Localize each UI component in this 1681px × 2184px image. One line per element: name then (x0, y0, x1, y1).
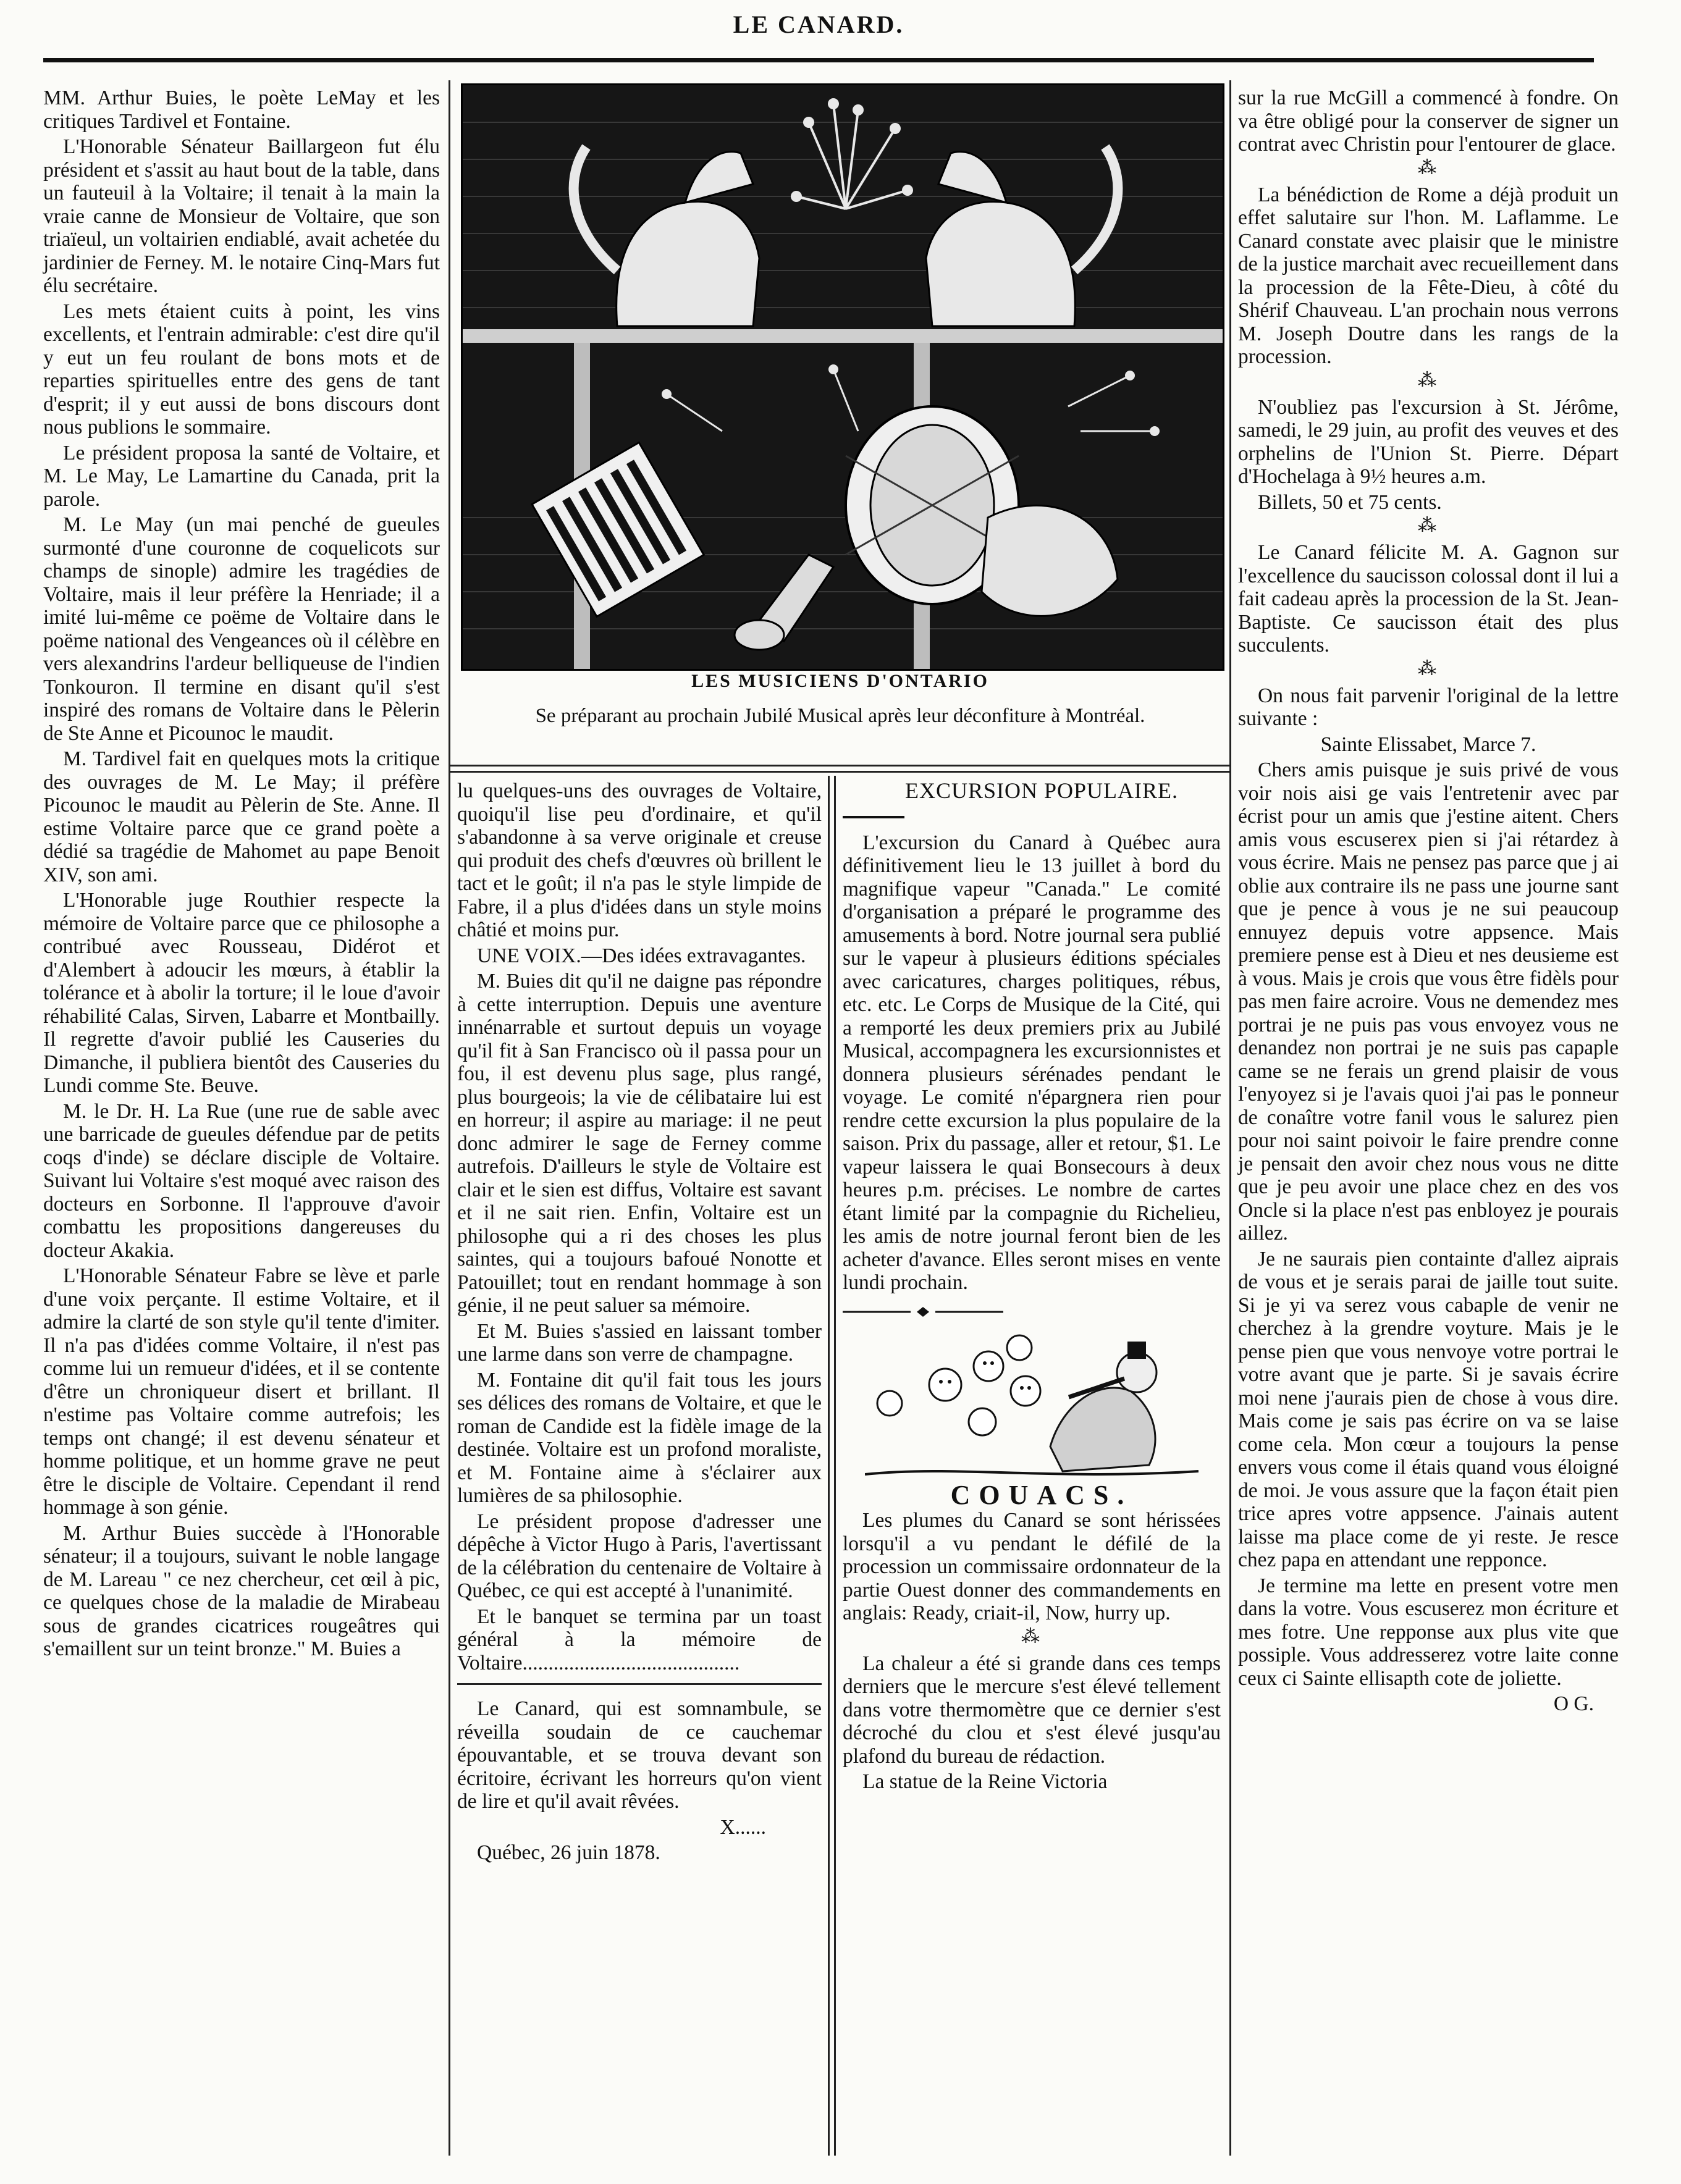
letter-dateline: Sainte Elissabet, Marce 7. (1320, 733, 1536, 756)
paragraph: Les mets étaient cuits à point, les vins excellents, et l'entrain admirable: c'est dire qu'il y eut un feu roulant de bons mots et de reparties spirituelles entre des gens de tant d'esprit; il y eut aussi de bons discours dont nous publions le sommaire. (43, 300, 440, 439)
paragraph: L'Honorable Sénateur Fabre se lève et parle d'une voix perçante. Il estime Voltaire, et il admire la clarté de son style qu'il tente d'imiter. Il n'a pas d'idées comme Voltaire, il n'est pas comme lui un remueur d'idées, et il se contente d'être un chroniqueur disert et brillant. Il n'estime pas Voltaire comme autrefois; les temps ont changé; il est devenu sénateur et homme politique, et un homme grave ne peut être le disciple de Voltaire. Cependant il rend hommage à son génie. (43, 1264, 440, 1519)
column-4 (1238, 86, 1619, 1718)
column-rule-2 (828, 776, 830, 2156)
paragraph: Le Canard, qui est somnambule, se réveilla soudain de ce cauchemar épouvantable, et se trouva devant son écritoire, écrivant les horreurs qu'on vient de lire et qu'il avait rêvées. (457, 1697, 822, 1813)
asterism: ⁂ (1418, 369, 1439, 390)
couacs-vignette (865, 1329, 1199, 1484)
column-3 (843, 779, 1221, 1796)
illustration-caption-title: LES MUSICIENS D'ONTARIO (691, 671, 989, 691)
asterism: ⁂ (1418, 515, 1439, 536)
paragraph: UNE VOIX.—Des idées extravagantes. (477, 944, 806, 967)
page-header (43, 9, 1594, 58)
letter-signature: O G. (1553, 1692, 1594, 1715)
paragraph: M. Arthur Buies succède à l'Honorable sénateur; il a toujours, suivant le noble langage de M. Lareau " ce nez chercheur, cet œil à pic, ce quelques chose de la maladie de Mirabeau sous de grandes cicatrices rougeâtres qui s'emaillent sur un teint bronze." M. Buies a (43, 1521, 440, 1660)
couacs-heading: COUACS. (950, 1479, 1133, 1510)
paragraph: sur la rue McGill a commencé à fondre. On va être obligé pour la conserver de signer un contrat avec Christin pour l'entourer de glace. (1238, 86, 1619, 156)
paragraph: M. Tardivel fait en quelques mots la critique des ouvrages de M. Le May; il préfère Picounoc le maudit au Pèlerin de Ste. Anne. Il estime Voltaire parce que ce grand poète a dédié sa tragédie de Mahomet au pape Benoit XIV, son ami. (43, 747, 440, 886)
paragraph: Et M. Buies s'assied en laissant tomber une larme dans son verre de champagne. (457, 1319, 822, 1366)
asterism: ⁂ (1418, 157, 1439, 178)
paragraph: Le Canard félicite M. A. Gagnon sur l'excellence du saucisson colossal dont il lui a fait cadeau après la procession de la St. Jean-Baptiste. Ce saucisson était des plus succulents. (1238, 541, 1619, 657)
cartoon-illustration (461, 83, 1224, 671)
column-rule-1 (449, 80, 450, 2156)
section-heading: EXCURSION POPULAIRE. (904, 778, 1179, 803)
paragraph: Le président propose d'adresser une dépêche à Victor Hugo à Paris, l'avertissant de la célébration du centenaire de Voltaire à Québec, ce qui est accepté à l'unanimité. (457, 1510, 822, 1602)
newspaper-title: LE CANARD. (733, 10, 904, 38)
letter-paragraph: Je ne saurais pien containte d'allez aiprais de vous et je serais parai de jaille tout suite. Si je yi va serez vous cabaple de venir ne cherchez à la grendre voyture. Mais je le pense pien que vous nenvoye votre portrai le votre avant que je parte. Si je savais écrire moi nene j'aurais pien de chose à vous dire. Mais come je sais pas écrire on va se laise come cela. Mon cœur a toujours la pense envers vous come il étais quand vous éloigné de moi. Je vous assure que la façon était pien trice apres votre appsence. J'ainais autent laisse ma place come de yi reste. Je resce chez papa en attendant une repponce. (1238, 1247, 1619, 1571)
column-rule-3 (834, 776, 836, 2156)
paragraph: L'excursion du Canard à Québec aura définitivement lieu le 13 juillet à bord du magnifique vapeur "Canada." Le comité d'organisation a préparé le programme des amusements à bord. Notre journal sera publié sur le vapeur à plusieurs éditions spéciales avec caricatures, charges politiques, rébus, etc. etc. Le Corps de Musique de la Cité, qui a remporté les deux premiers prix au Jubilé Musical, accompagnera les excursionnistes et donnera plusieurs sérénades pendant le voyage. Le comité n'épargnera rien pour rendre cette excursion la plus populaire de la saison. Prix du passage, aller et retour, $1. Le vapeur laissera le quai Bonsecours à deux heures p.m. précises. Le nombre de cartes étant limité par la compagnie du Richelieu, les amis de notre journal feront bien de les acheter d'avance. Elles seront mises en vente lundi prochain. (843, 831, 1221, 1294)
paragraph: M. Le May (un mai penché de gueules surmonté d'une couronne de coquelicots sur champs de sinople) admire les tragédies de Voltaire, mais il leur préfère la Henriade; il a imité lui-même ce poëme de Voltaire dans le poëme national des Vengeances où il célèbre en vers alexandrins l'ardeur belliqueuse de l'indien Tonkouron. Il termine en disant qu'il s'est inspiré des romans de Voltaire dans le Pèlerin de Ste Anne et Picounoc le maudit. (43, 513, 440, 745)
signature: X...... (720, 1815, 766, 1839)
paragraph: Le président proposa la santé de Voltaire, et M. Le May, Le Lamartine du Canada, prit la parole. (43, 441, 440, 511)
illustration-caption-subtitle: Se préparant au prochain Jubilé Musical après leur déconfiture à Montréal. (535, 705, 1145, 727)
musicians-cartoon-art (463, 85, 1223, 669)
paragraph: La statue de la Reine Victoria (862, 1770, 1108, 1793)
divider-ornament (843, 1306, 1003, 1318)
paragraph: L'Honorable juge Routhier respecte la mémoire de Voltaire parce que ce philosophe a contribué avec Rousseau, Didérot et d'Alembert à adoucir les mœurs, à établir la tolérance et à abolir la torture; il le loue d'avoir réhabilité Calas, Sirven, Labarre et Montbailly. Il regrette d'avoir publié les Causeries du Dimanche, il publiera bientôt des Causeries du Lundi comme Ste. Beuve. (43, 889, 440, 1097)
paragraph: MM. Arthur Buies, le poète LeMay et les critiques Tardivel et Fontaine. (43, 86, 440, 133)
letter-paragraph: Chers amis puisque je suis privé de vous voir nois aisi ge vais l'entretenir avec par écrist pour un amis que j'estine aitent. Chers amis vous escuserex pien si j'ai rétardez à vous écrire. Mais ne pensez pas parce que j ai oblie aux contraire ils ne pass une journe sant que je pence à vous je ne sui peaucoup ennuyez depuis votre appsence. Mais premiere pense est à Dieu et nes deusieme est à vous. Mais je crois que vous être fidèls pour pas men faire acroire. Vous ne demendez mes portrai je ne puis pas vous envoyez vous ne denandez non portrai je ne suis pas capaple came se ne ferais un grend plaisir de vous l'enyoyez si je l'avais quoi j'ai pas le ponneur de conaître votre fanil vous le salurez pien pour noi saint poivoir le faire prendre conne je pensait den avoir chez nous vous ne ditte que je peu avoir une place chez en des vos Oncle si la place n'est pas enbloyez je pourais aillez. (1238, 758, 1619, 1245)
paragraph: lu quelques-uns des ouvrages de Voltaire, quoiqu'il lise peu d'ordinaire, et qu'il s'abandonne à sa verve originale et creuse qui produit des chefs d'œuvres où brillent le tact et le goût; il n'a pas le style limpide de Fabre, il a plus d'idées dans un style moins châtié et moins pur. (457, 779, 822, 941)
paragraph: Et le banquet se termina par un toast général à la mémoire de Voltaire.......................................... (457, 1605, 822, 1674)
paragraph: La bénédiction de Rome a déjà produit un effet salutaire sur l'hon. M. Laflamme. Le Canard constate avec plaisir que le ministre de la justice marchait avec recueillement dans la procession de la Fête-Dieu, à côté du Shérif Chauveau. L'an prochain nous verrons M. Joseph Doutre dans les rangs de la procession. (1238, 183, 1619, 368)
letter-paragraph: Je termine ma lette en present votre men dans la votre. Vous escuserez mon écriture et mes fotre. Une repponse aux plus vite que possiple. Vous addresserez votre laite conne ceux ci Sainte ellisapth cote de joliette. (1238, 1574, 1619, 1690)
paragraph: M. le Dr. H. La Rue (une rue de sable avec une barricade de gueules défendue par de petits coqs d'inde) se déclare disciple de Voltaire. Suivant lui Voltaire s'est moqué avec raison des docteurs en Sorbonne. Il l'approuve d'avoir combattu les propositions dangereuses du docteur Akakia. (43, 1099, 440, 1262)
paragraph: N'oubliez pas l'excursion à St. Jérôme, samedi, le 29 juin, au profit des veuves et des orphelins de l'Union St. Pierre. Départ d'Hochelaga à 9½ heures a.m. (1238, 395, 1619, 488)
paragraph: On nous fait parvenir l'original de la lettre suivante : (1238, 684, 1619, 730)
illustration-bottom-rule-1 (449, 765, 1229, 766)
column-2 (457, 779, 822, 1867)
paragraph: Billets, 50 et 75 cents. (1258, 490, 1442, 514)
paragraph: M. Fontaine dit qu'il fait tous les jours ses délices des romans de Voltaire, et que le roman de Candide est la fidèle image de la destinée. Voltaire est un profond moraliste, et M. Fontaine aime à s'éclairer aux lumières de sa philosophie. (457, 1368, 822, 1507)
paragraph: L'Honorable Sénateur Baillargeon fut élu président et s'assit au haut bout de la table, dans un fauteuil à la Voltaire; il tenait à la main la vraie canne de Monsieur de Voltaire, que son triaïeul, un voltairien endiablé, avait achetée du jardinier de Ferney. M. le notaire Cinq-Mars fut élu secrétaire. (43, 135, 440, 297)
illustration-bottom-rule-2 (449, 771, 1229, 773)
asterism: ⁂ (1418, 658, 1439, 679)
asterism: ⁂ (1021, 1626, 1042, 1647)
dateline: Québec, 26 juin 1878. (477, 1841, 660, 1864)
paragraph: M. Buies dit qu'il ne daigne pas répondre à cette interruption. Depuis une aventure innénarrable et surtout depuis un voyage qu'il fit à San Francisco où il passa pour un fou, il est devenu plus sage, plus rangé, plus bourgeois; la vie de célibataire lui est en horreur; il aspire au mariage: il ne peut donc admirer le sage de Ferney comme autrefois. D'ailleurs le style de Voltaire est clair et le sien est diffus, Voltaire est savant et il ne sait rien. Enfin, Voltaire est un philosophe qui a ri des choses les plus saintes, qui a toujours bafoué Nonotte et Patouillet; tout en rendant hommage à son génie, il ne peut saluer sa mémoire. (457, 970, 822, 1317)
column-1 (43, 86, 440, 1663)
column-rule-4 (1229, 80, 1231, 2156)
paragraph: Les plumes du Canard se sont hérissées lorsqu'il a vu pendant le défilé de la procession un commissaire ordonnateur de la partie Ouest donner des commandements en anglais: Ready, criait-il, Now, hurry up. (843, 1509, 1221, 1624)
section-rule (457, 1683, 822, 1685)
header-rule (43, 58, 1594, 62)
paragraph: La chaleur a été si grande dans ces temps derniers que le mercure s'est élevé tellement dans votre thermomètre que ce dernier s'est décroché du clou et s'est élevé jusqu'au plafond du bureau de rédaction. (843, 1652, 1221, 1768)
heading-rule-ornament (843, 814, 904, 820)
